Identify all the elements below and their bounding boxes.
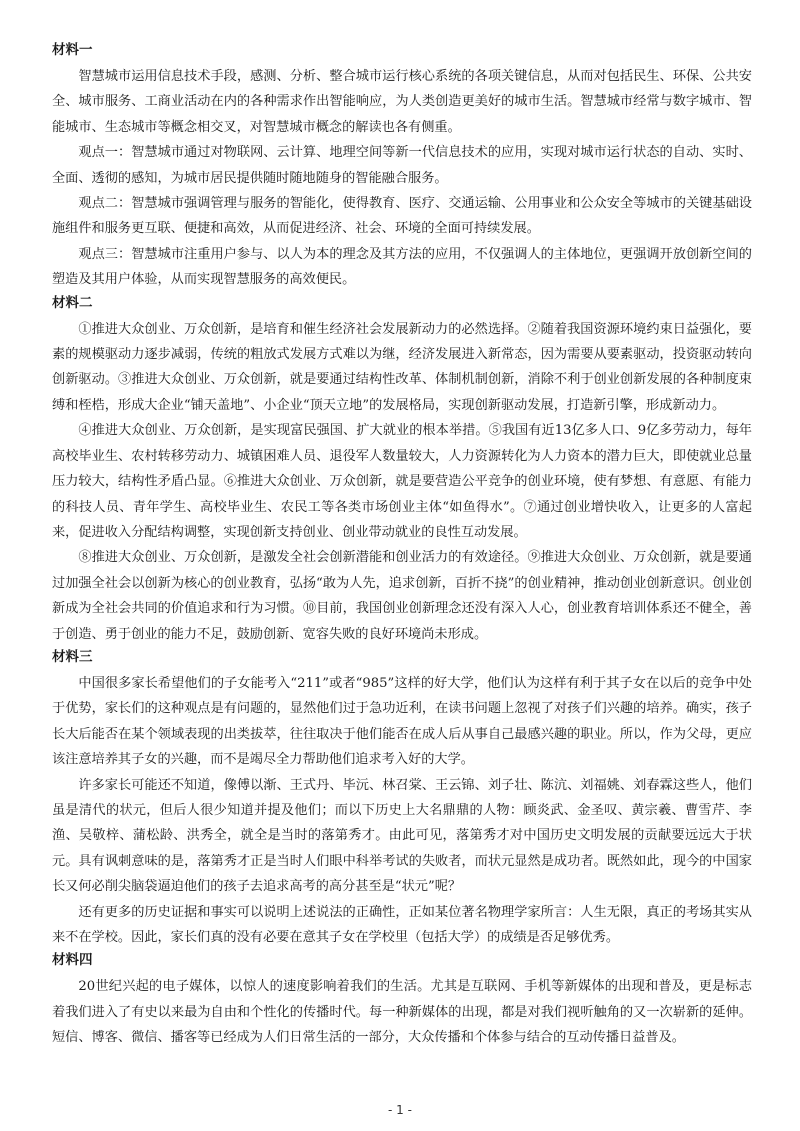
paragraph: 智慧城市运用信息技术手段，感测、分析、整合城市运行核心系统的各项关键信息，从而对包括民生、环保、公共安全、城市服务、工商业活动在内的各种需求作出智能响应，为人类创造更美好的城市生活。智慧城市经常与数字城市、智能城市、生态城市等概念相交叉，对智慧城市概念的解读也各有侧重。 (52, 69, 752, 135)
section-material-3 (52, 647, 752, 950)
paragraph: ⑧推进大众创业、万众创新，是激发全社会创新潜能和创业活力的有效途径。⑨推进大众创业、万众创新，就是要通过加强全社会以创新为核心的创业教育，弘扬“敢为人先，追求创新，百折不挠”的创业精神，推动创业创新意识。创业创新成为全社会共同的价值追求和行为习惯。⑩目前，我国创业创新理念还没有深入人心，创业教育培训体系还不健全，善于创造、勇于创业的能力不足，鼓励创新、宽容失败的良好环境尚未形成。 (52, 550, 752, 642)
section-material-2 (52, 293, 752, 647)
section-material-4 (52, 950, 752, 1050)
section-title: 材料三 (52, 648, 93, 665)
section-title: 材料四 (52, 952, 93, 969)
paragraph: 观点一：智慧城市通过对物联网、云计算、地理空间等新一代信息技术的应用，实现对城市运行状态的自动、实时、全面、透彻的感知，为城市居民提供随时随地随身的智能融合服务。 (52, 145, 752, 186)
paragraph: 中国很多家长希望他们的子女能考入“211”或者“985”这样的好大学，他们认为这样有利于其子女在以后的竞争中处于优势，家长们的这种观点是有问题的，显然他们过于急功近利，在读书问题上忽视了对孩子们兴趣的培养。确实，孩子长大后能否在某个领域表现的出类拔萃，往往取决于他们能否在成人后从事自己最感兴趣的职业。所以，作为父母，更应该注意培养其子女的兴趣，而不是竭尽全力帮助他们追求考入好的大学。 (52, 675, 752, 768)
paragraph: 许多家长可能还不知道，像傅以渐、王式丹、毕沅、林召棠、王云锦、刘子壮、陈沆、刘福姚、刘春霖这些人，他们虽是清代的状元，但后人很少知道并提及他们；而以下历史上大名鼎鼎的人物：顾炎武、金圣叹、黄宗羲、曹雪芹、李渔、吴敬梓、蒲松龄、洪秀全，就全是当时的落第秀才。由此可见，落第秀才对中国历史文明发展的贡献要远远大于状元。具有讽刺意味的是，落第秀才正是当时人们眼中科举考试的失败者，而状元显然是成功者。既然如此，现今的中国家长又何必削尖脑袋逼迫他们的孩子去追求高考的高分甚至是“状元”呢？ (52, 777, 752, 895)
section-title: 材料一 (52, 42, 93, 58)
paragraph: 观点二：智慧城市强调管理与服务的智能化，使得教育、医疗、交通运输、公用事业和公众安全等城市的关键基础设施组件和服务更互联、便捷和高效，从而促进经济、社会、环境的全面可持续发展。 (52, 196, 752, 237)
section-title: 材料二 (52, 294, 93, 311)
paragraph: 还有更多的历史证据和事实可以说明上述说法的正确性，正如某位著名物理学家所言：人生无限，真正的考场其实从来不在学校。因此，家长们真的没有必要在意其子女在学校里（包括大学）的成绩是否足够优秀。 (52, 904, 752, 945)
section-material-1 (52, 40, 752, 293)
page-number: - 1 - (388, 1103, 412, 1117)
paragraph: ④推进大众创业、万众创新，是实现富民强国、扩大就业的根本举措。⑤我国有近13亿多人口、9亿多劳动力，每年高校毕业生、农村转移劳动力、城镇困难人员、退役军人数量较大，人力资源转化为人力资本的潜力巨大，即使就业总量压力较大，结构性矛盾凸显。⑥推进大众创业、万众创新，就是要营造公平竞争的创业环境，使有梦想、有意愿、有能力的科技人员、青年学生、高校毕业生、农民工等各类市场创业主体“如鱼得水”。⑦通过创业增快收入，让更多的人富起来，促进收入分配结构调整，实现创新支持创业、创业带动就业的良性互动发展。 (52, 423, 752, 540)
paragraph: 20世纪兴起的电子媒体，以惊人的速度影响着我们的生活。尤其是互联网、手机等新媒体的出现和普及，更是标志着我们进入了有史以来最为自由和个性化的传播时代。每一种新媒体的出现，都是对我们视听触角的又一次崭新的延伸。短信、博客、微信、播客等已经成为人们日常生活的一部分，大众传播和个体参与结合的互动传播日益普及。 (52, 979, 752, 1046)
paragraph: 观点三：智慧城市注重用户参与、以人为本的理念及其方法的应用，不仅强调人的主体地位，更强调开放创新空间的塑造及其用户体验，从而实现智慧服务的高效便民。 (52, 246, 752, 288)
paragraph: ①推进大众创业、万众创新，是培育和催生经济社会发展新动力的必然选择。②随着我国资源环境约束日益强化，要素的规模驱动力逐步减弱，传统的粗放式发展方式难以为继，经济发展进入新常态，因为需要从要素驱动，投资驱动转向创新驱动。③推进大众创业、万众创新，就是要通过结构性改革、体制机制创新，消除不利于创业创新发展的各种制度束缚和桎梏，形成大企业“铺天盖地”、小企业“顶天立地”的发展格局，实现创新驱动发展，打造新引擎，形成新动力。 (52, 321, 752, 413)
